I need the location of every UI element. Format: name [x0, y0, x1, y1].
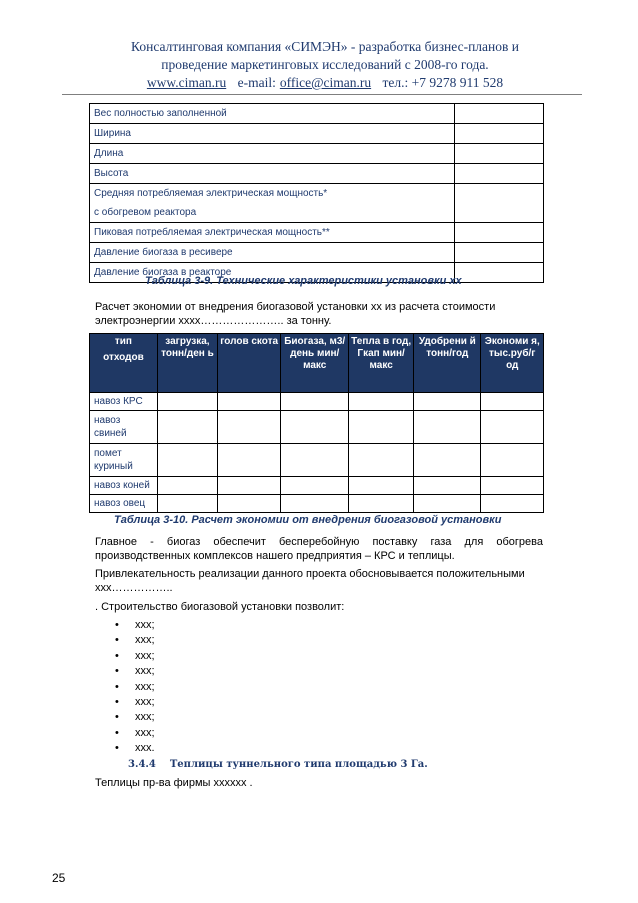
column-header-text: голов скота [220, 336, 279, 347]
spec-row [90, 144, 544, 164]
column-header-text: загрузка, тонн/ден ь [161, 336, 214, 359]
spec-label-continued: с обогревом реактора [94, 207, 197, 218]
bullet-icon: • [115, 649, 119, 662]
waste-type-cell: навоз коней [90, 477, 158, 495]
section-title: Теплицы туннельного типа площадью 3 Га. [169, 759, 428, 770]
spec-label: Вес полностью заполненной [94, 108, 227, 119]
spec-row [90, 243, 544, 263]
phone: тел.: +7 9278 911 528 [382, 75, 504, 90]
list-item [115, 710, 155, 725]
list-item [115, 633, 155, 648]
table-cell [281, 444, 349, 477]
bullet-icon: • [115, 726, 119, 739]
paragraph-attractiveness: Привлекательность реализации данного проекта обосновывается положительными ххх…………….. [95, 568, 525, 594]
list-item-text: ххх; [135, 634, 155, 647]
spec-label-cell [90, 144, 455, 164]
table-cell [414, 477, 481, 495]
list-item-text: ххх; [135, 649, 155, 662]
column-header-text: Удобрени й тонн/год [418, 336, 476, 359]
bullet-list [115, 618, 155, 757]
spec-value-cell [455, 263, 544, 283]
table-cell [481, 495, 544, 513]
paragraph-economy-calc: Расчет экономии от внедрения биогазовой установки хх из расчета стоимости электроэнергии хххх………………….. за тонну. [95, 301, 496, 327]
spec-row [90, 164, 544, 184]
table-row [90, 477, 544, 495]
list-item [115, 680, 155, 695]
table-cell [414, 444, 481, 477]
table-cell [481, 444, 544, 477]
spec-value-cell [455, 243, 544, 263]
column-header-text: Биогаза, м3/день мин/макс [284, 336, 346, 371]
table-cell [349, 411, 414, 444]
table-cell [349, 444, 414, 477]
waste-type-cell: навоз КРС [90, 393, 158, 411]
table-cell [157, 495, 217, 513]
table-cell [349, 393, 414, 411]
spec-label: Пиковая потребляемая электрическая мощность** [94, 227, 330, 238]
spec-label-cell [90, 124, 455, 144]
table-cell [218, 411, 281, 444]
table-cell [281, 495, 349, 513]
table-cell [218, 444, 281, 477]
list-item [115, 649, 155, 664]
spec-label: Высота [94, 168, 129, 179]
page-header [60, 38, 590, 92]
table-cell [157, 393, 217, 411]
spec-label-cell [90, 104, 455, 124]
list-item-text: ххх; [135, 680, 155, 693]
spec-label-cell [90, 243, 455, 263]
header-line-1: Консалтинговая компания «СИМЭН» - разработка бизнес-планов и [131, 39, 519, 54]
list-item-text: ххх. [135, 742, 155, 755]
table-cell [414, 495, 481, 513]
spec-label-cell [90, 223, 455, 243]
economy-table [89, 333, 544, 513]
spec-value-cell [455, 164, 544, 184]
spec-value-cell [455, 144, 544, 164]
table-cell [218, 393, 281, 411]
table-cell [481, 393, 544, 411]
bullet-icon: • [115, 619, 119, 631]
spec-value-cell [455, 223, 544, 243]
column-header [481, 334, 544, 393]
spec-value-cell [455, 104, 544, 124]
spec-label-cell [90, 184, 455, 223]
bullet-icon: • [115, 665, 119, 678]
table-caption-3-10: Таблица 3-10. Расчет экономии от внедрения биогазовой установки [114, 514, 502, 526]
waste-type-cell: навоз овец [90, 495, 158, 513]
spec-row [90, 223, 544, 243]
bullet-icon: • [115, 742, 119, 755]
table-cell [157, 411, 217, 444]
column-header [90, 334, 158, 393]
spec-row [90, 124, 544, 144]
list-item-text: ххх; [135, 696, 155, 709]
spec-table [89, 103, 544, 283]
column-header [218, 334, 281, 393]
email-link[interactable]: office@ciman.ru [279, 75, 372, 90]
table-cell [349, 477, 414, 495]
website-link[interactable]: www.ciman.ru [146, 75, 227, 90]
list-item [115, 664, 155, 679]
list-item-text: ххх; [135, 711, 155, 724]
table-cell [218, 495, 281, 513]
column-header [157, 334, 217, 393]
spec-row [90, 184, 544, 223]
table-row [90, 411, 544, 444]
list-item-text: ххх; [135, 665, 155, 678]
spec-label: Давление биогаза в реакторе [94, 267, 232, 278]
table-cell [349, 495, 414, 513]
table-cell [157, 444, 217, 477]
table-cell [414, 411, 481, 444]
table-caption-3-9: Таблица 3-9. Технические характеристики установки хх [145, 275, 462, 287]
paragraph-greenhouses: Теплицы пр-ва фирмы хххххх . [95, 777, 253, 789]
table-row [90, 495, 544, 513]
bullet-icon: • [115, 634, 119, 647]
page-number: 25 [52, 871, 66, 885]
bullet-icon: • [115, 696, 119, 709]
spec-label: Средняя потребляемая электрическая мощность* [94, 188, 328, 199]
table-cell [218, 477, 281, 495]
email-label: e-mail: [237, 75, 276, 90]
table-cell [281, 477, 349, 495]
list-item [115, 695, 155, 710]
table-cell [481, 477, 544, 495]
spec-label: Давление биогаза в ресивере [94, 247, 233, 258]
table-row [90, 393, 544, 411]
table-cell [281, 393, 349, 411]
waste-type-cell: навоз свиней [90, 411, 158, 444]
section-number: 3.4.4 [128, 759, 156, 770]
section-heading-3-4-4 [128, 759, 428, 770]
waste-type-cell: помет куриный [90, 444, 158, 477]
bullet-icon: • [115, 711, 119, 724]
table-cell [481, 411, 544, 444]
column-header-text: тип [114, 336, 132, 347]
list-item [115, 618, 155, 633]
column-header [349, 334, 414, 393]
list-item-text: ххх; [135, 619, 155, 631]
paragraph-construction: . Строительство биогазовой установки позволит: [95, 601, 345, 613]
column-header-text: Тепла в год, Гкап мин/макс [351, 336, 412, 371]
spec-value-cell [455, 184, 544, 223]
table-cell [281, 411, 349, 444]
spec-row [90, 104, 544, 124]
spec-label: Ширина [94, 128, 131, 139]
column-header [414, 334, 481, 393]
table-row [90, 444, 544, 477]
spec-label-cell [90, 164, 455, 184]
paragraph-main-benefit: Главное - биогаз обеспечит бесперебойную поставку газа для обогрева производственных комплексов нашего предприятия – КРС и теплицы. [95, 536, 543, 562]
bullet-icon: • [115, 680, 119, 693]
header-contacts [60, 74, 590, 92]
column-header-text-2: отходов [103, 352, 144, 363]
spec-value-cell [455, 124, 544, 144]
header-line-2: проведение маркетинговых исследований с 2008-го года. [161, 57, 489, 72]
table-cell [157, 477, 217, 495]
table-cell [414, 393, 481, 411]
list-item-text: ххх; [135, 726, 155, 739]
list-item [115, 726, 155, 741]
spec-label: Длина [94, 148, 124, 159]
column-header-text: Экономи я, тыс.руб/г од [484, 336, 540, 371]
list-item [115, 741, 155, 756]
column-header [281, 334, 349, 393]
header-divider [62, 94, 582, 95]
